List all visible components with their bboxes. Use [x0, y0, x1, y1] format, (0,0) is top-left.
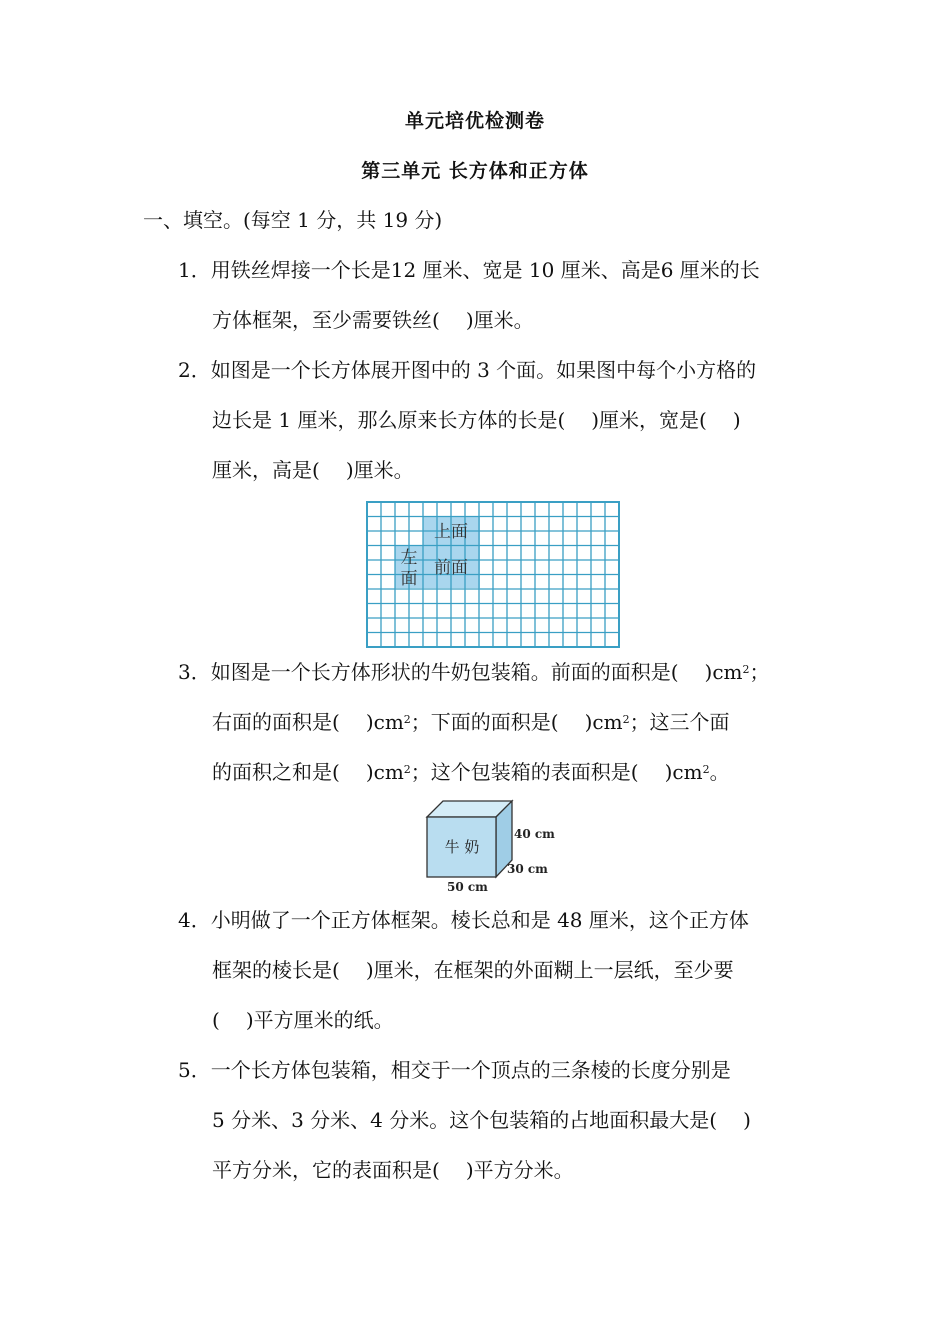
- q3-text: )cm: [584, 710, 623, 734]
- q3-text: ；下面的面积是(: [410, 710, 559, 734]
- q1-line1: 1．用铁丝焊接一个长是12 厘米、宽是 10 厘米、高是6 厘米的长: [178, 258, 760, 282]
- q2-text: )厘米。: [345, 458, 414, 482]
- q5-line1: 5．一个长方体包装箱，相交于一个顶点的三条棱的长度分别是: [178, 1058, 731, 1082]
- q2-text: 厘米，高是(: [212, 458, 320, 482]
- front-face-label: 前面: [434, 558, 468, 578]
- q3-text: ；这三个面: [629, 710, 730, 734]
- q3-text: 右面的面积是(: [212, 710, 340, 734]
- q3-text: )cm: [365, 710, 404, 734]
- top-face-label: 上面: [434, 522, 468, 542]
- q4-line2: [212, 956, 734, 984]
- q4-text: (: [212, 1008, 220, 1032]
- q2-text: 边长是 1 厘米，那么原来长方体的长是(: [212, 408, 566, 432]
- q2-line2: [212, 406, 741, 434]
- q3-line2: [212, 706, 730, 736]
- q5-line3: [212, 1156, 574, 1184]
- q1-line2: [212, 306, 534, 334]
- q4-text: )厘米，在框架的外面糊上一层纸，至少要: [365, 958, 734, 982]
- q2-line1: 2．如图是一个长方体展开图中的 3 个面。如果图中每个小方格的: [178, 358, 757, 382]
- q3-line3: [212, 756, 730, 786]
- q3-text: 。: [709, 760, 730, 784]
- q3-text: )cm: [664, 760, 703, 784]
- unit-superscript: 2: [702, 763, 710, 776]
- milk-box-figure: [418, 797, 560, 894]
- q5-text: 平方分米，它的表面积是(: [212, 1158, 440, 1182]
- q1-text: )厘米。: [465, 308, 534, 332]
- q4-line3: [212, 1006, 394, 1034]
- unit-superscript: 2: [403, 713, 411, 726]
- length-label: 50 cm: [447, 880, 488, 894]
- q1-text: 方体框架，至少需要铁丝(: [212, 308, 440, 332]
- unit-superscript: 2: [403, 763, 411, 776]
- q3-text: ；: [749, 660, 770, 684]
- q5-text: )平方分米。: [465, 1158, 574, 1182]
- section-heading: 一、填空。(每空 1 分，共 19 分): [143, 208, 443, 232]
- unit-subtitle: 第三单元 长方体和正方体: [361, 160, 589, 182]
- q4-text: )平方厘米的纸。: [245, 1008, 394, 1032]
- left-face-label: 面: [400, 569, 418, 589]
- q2-text: )厘米，宽是(: [591, 408, 707, 432]
- q4-line1: 4．小明做了一个正方体框架。棱长总和是 48 厘米，这个正方体: [178, 908, 749, 932]
- q3-text: )cm: [704, 660, 743, 684]
- unfolded-cuboid-grid-figure: [366, 501, 620, 648]
- left-face-label: 左: [400, 548, 418, 568]
- q4-text: 框架的棱长是(: [212, 958, 340, 982]
- depth-label: 30 cm: [507, 862, 548, 876]
- q2-line3: [212, 456, 414, 484]
- q3-line1: [178, 656, 770, 686]
- box-label: 牛 奶: [444, 838, 480, 856]
- q3-text: 3．如图是一个长方体形状的牛奶包装箱。前面的面积是(: [178, 660, 679, 684]
- q3-text: )cm: [365, 760, 404, 784]
- q3-text: 的面积之和是(: [212, 760, 340, 784]
- unit-superscript: 2: [622, 713, 630, 726]
- page-title: 单元培优检测卷: [404, 110, 545, 132]
- unit-superscript: 2: [742, 663, 750, 676]
- q5-line2: [212, 1106, 751, 1134]
- q2-text: ): [732, 408, 741, 432]
- q5-text: ): [743, 1108, 751, 1132]
- height-label: 40 cm: [514, 827, 555, 841]
- q3-text: ；这个包装箱的表面积是(: [410, 760, 639, 784]
- q5-text: 5 分米、3 分米、4 分米。这个包装箱的占地面积最大是(: [212, 1108, 718, 1132]
